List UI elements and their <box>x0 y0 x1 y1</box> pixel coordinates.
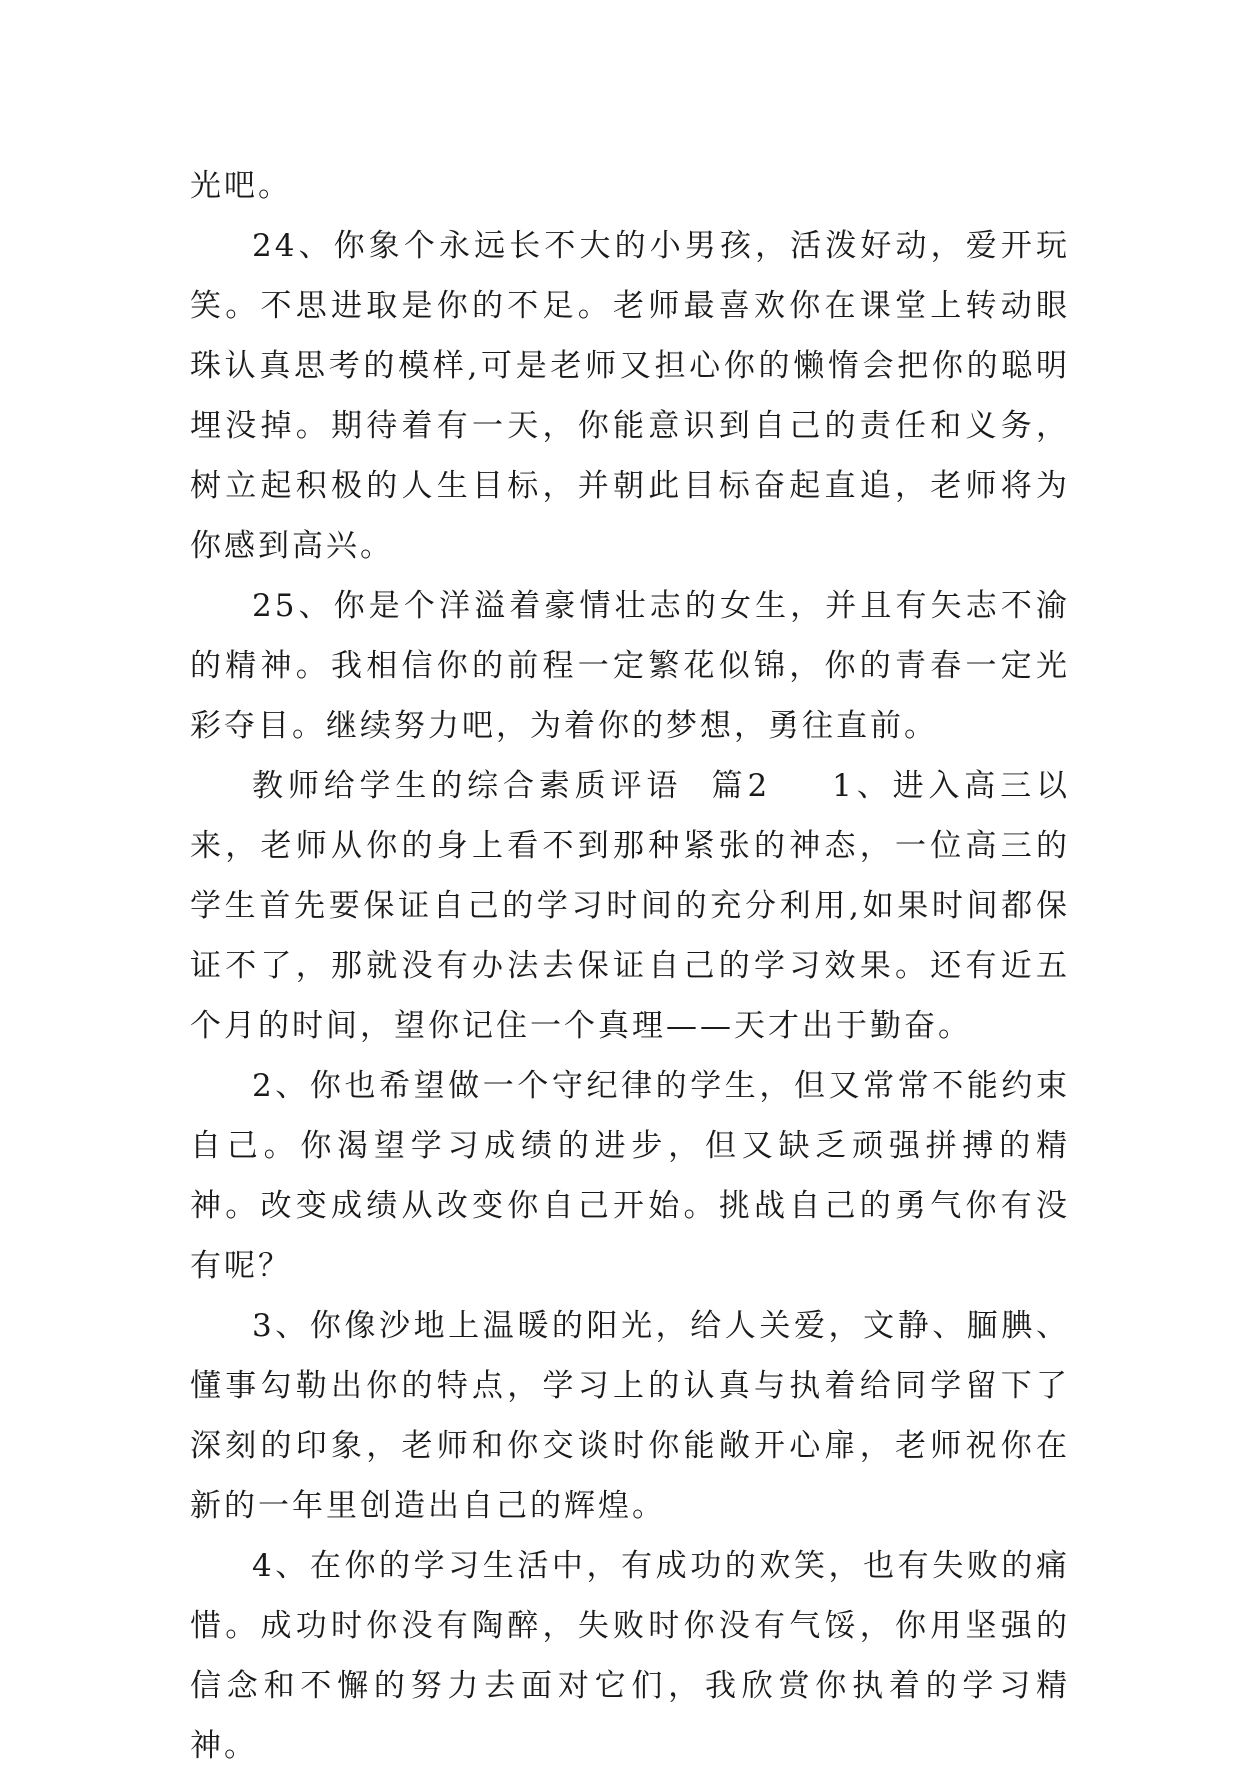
paragraph-section-2 <box>190 756 1070 1056</box>
paragraph-item-25: 25、你是个洋溢着豪情壮志的女生，并且有矢志不渝的精神。我相信你的前程一定繁花似锦，你的青春一定光彩夺目。继续努力吧，为着你的梦想，勇往直前。 <box>190 588 1070 744</box>
section-heading: 教师给学生的综合素质评语 篇2 <box>252 768 771 804</box>
paragraph-item-4: 4、在你的学习生活中，有成功的欢笑，也有失败的痛惜。成功时你没有陶醉，失败时你没有气馁，你用坚强的信念和不懈的努力去面对它们，我欣赏你执着的学习精神。 <box>190 1548 1070 1764</box>
paragraph-continued: 光吧。 <box>190 168 292 204</box>
document-body <box>190 156 1070 1776</box>
paragraph-item-3: 3、你像沙地上温暖的阳光，给人关爱，文静、腼腆、懂事勾勒出你的特点，学习上的认真与执着给同学留下了深刻的印象，老师和你交谈时你能敞开心扉，老师祝你在新的一年里创造出自己的辉煌。 <box>190 1308 1070 1524</box>
paragraph-item-2: 2、你也希望做一个守纪律的学生，但又常常不能约束自己。你渴望学习成绩的进步，但又缺乏顽强拼搏的精神。改变成绩从改变你自己开始。挑战自己的勇气你有没有呢？ <box>190 1068 1070 1284</box>
paragraph-item-24: 24、你象个永远长不大的小男孩，活泼好动，爱开玩笑。不思进取是你的不足。老师最喜欢你在课堂上转动眼珠认真思考的模样,可是老师又担心你的懒惰会把你的聪明埋没掉。期待着有一天，你能意识到自己的责任和义务，树立起积极的人生目标，并朝此目标奋起直追，老师将为你感到高兴。 <box>190 228 1070 564</box>
paragraph-item-1: 1、进入高三以来，老师从你的身上看不到那种紧张的神态，一位高三的学生首先要保证自己的学习时间的充分利用,如果时间都保证不了，那就没有办法去保证自己的学习效果。还有近五个月的时间，望你记住一个真理——天才出于勤奋。 <box>190 768 1070 1044</box>
